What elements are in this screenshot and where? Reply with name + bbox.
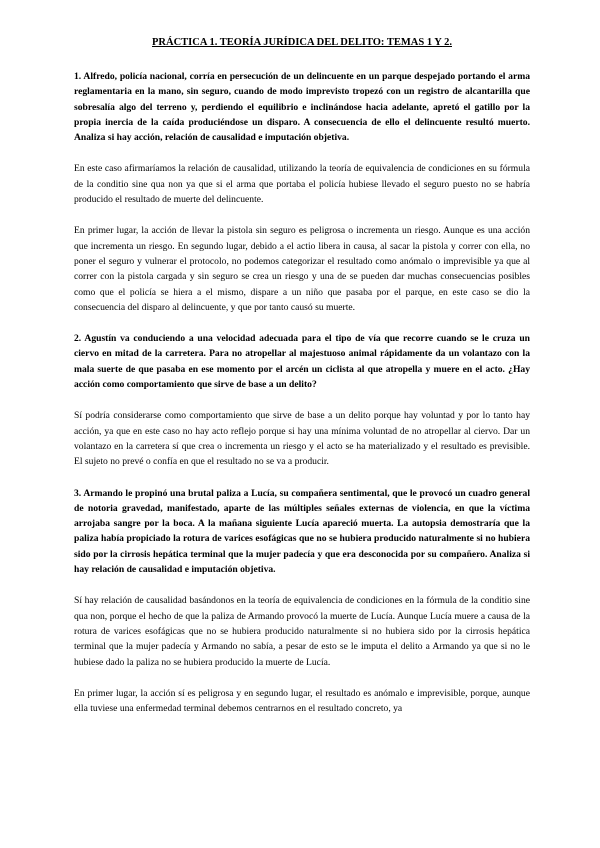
document-title: PRÁCTICA 1. TEORÍA JURÍDICA DEL DELITO: TEMAS 1 Y 2. [152,37,452,48]
question-3: 3. Armando le propinó una brutal paliza a Lucía, su compañera sentimental, que le provocó un cuadro general de notoria gravedad, manifestado, aparte de las múltiples señales externas de violencia, en que la víctima arrojaba sangre por la boca. A la mañana siguiente Lucía apareció muerta. La autopsia demostraría que la paliza había propiciado la rotura de varices esofágicas que no se hubiera producido naturalmente si no hubiera sido por la cirrosis hepática terminal que la mujer padecía y que era desconocida por su compañero. Analiza si hay relación de causalidad e imputación objetiva. [74,487,530,576]
answer-1-paragraph-2: En primer lugar, la acción de llevar la pistola sin seguro es peligrosa o incrementa un riesgo. Aunque es una acción que incrementa un riesgo. En segundo lugar, debido a el actio libera in causa, al sacar la pistola y correr con ella, no poner el seguro y vulnerar el protocolo, no podemos categorizar el resultado como anómalo o imprevisible ya que al correr con la pistola cargada y sin seguro se crea un riesgo y una de se pueden dar muchas consecuencias posibles como que el policía se hiera a el mismo, dispare a un niño que pasaba por el parque, en este caso se dio la consecuencia del disparo al delincuente, y que por tanto causó su muerte. [74,225,530,313]
answer-3-paragraph-2: En primer lugar, la acción sí es peligrosa y en segundo lugar, el resultado es anómalo e imprevisible, porque, aunque ella tuviese una enfermedad terminal debemos centrarnos en el resultado concreto, ya [74,687,530,715]
answer-3-paragraph-1: Sí hay relación de causalidad basándonos en la teoría de equivalencia de condiciones en la fórmula de la conditio sine qua non, porque el hecho de que la paliza de Armando provocó la muerte de Lucía. Aunque Lucía muere a causa de la rotura de varices esofágicas que no se hubiera producido naturalmente si no hubiera sido por la cirrosis hepática terminal que la mujer padecía y Armando no sabía, a pesar de esto se le imputa el delito a Armando ya que si no le hubiese dado la paliza no se hubiera producido la muerte de Lucía. [74,595,530,668]
answer-2-paragraph-1: Sí podría considerarse como comportamiento que sirve de base a un delito porque hay voluntad y por lo tanto hay acción, ya que en este caso no hay acto reflejo porque si hay una mínima voluntad de no atropellar al ciervo. Dar un volantazo en la carretera sí que crea o incrementa un riesgo y el acto se ha materializado y el resultado es previsible. El sujeto no prevé o confía en que el resultado no se va a producir. [74,410,530,468]
answer-1-paragraph-1: En este caso afirmaríamos la relación de causalidad, utilizando la teoría de equivalencia de condiciones en su fórmula de la conditio sine qua non ya que si el arma que portaba el policía hubiese llevado el seguro puesto no se habría producido el resultado de muerte del delincuente. [74,163,530,206]
question-1: 1. Alfredo, policía nacional, corría en persecución de un delincuente en un parque despejado portando el arma reglamentaria en la mano, sin seguro, cuando de modo imprevisto tropezó con un registro de alcantarilla que sobresalía algo del terreno y, perdiendo el equilibrio e inclinándose hacia adelante, apretó el gatillo por la propia inercia de la caída produciéndose un disparo. A consecuencia de ello el delincuente resultó muerto. Analiza si hay acción, relación de causalidad e imputación objetiva. [74,71,530,144]
question-2: 2. Agustín va conduciendo a una velocidad adecuada para el tipo de vía que recorre cuando se le cruza un ciervo en mitad de la carretera. Para no atropellar al majestuoso animal rápidamente da un volantazo con la mala suerte de que pasaba en ese momento por el arcén un ciclista al que atropella y muere en el acto. ¿Hay acción como comportamiento que sirve de base a un delito? [74,333,530,391]
document-page [74,36,530,732]
